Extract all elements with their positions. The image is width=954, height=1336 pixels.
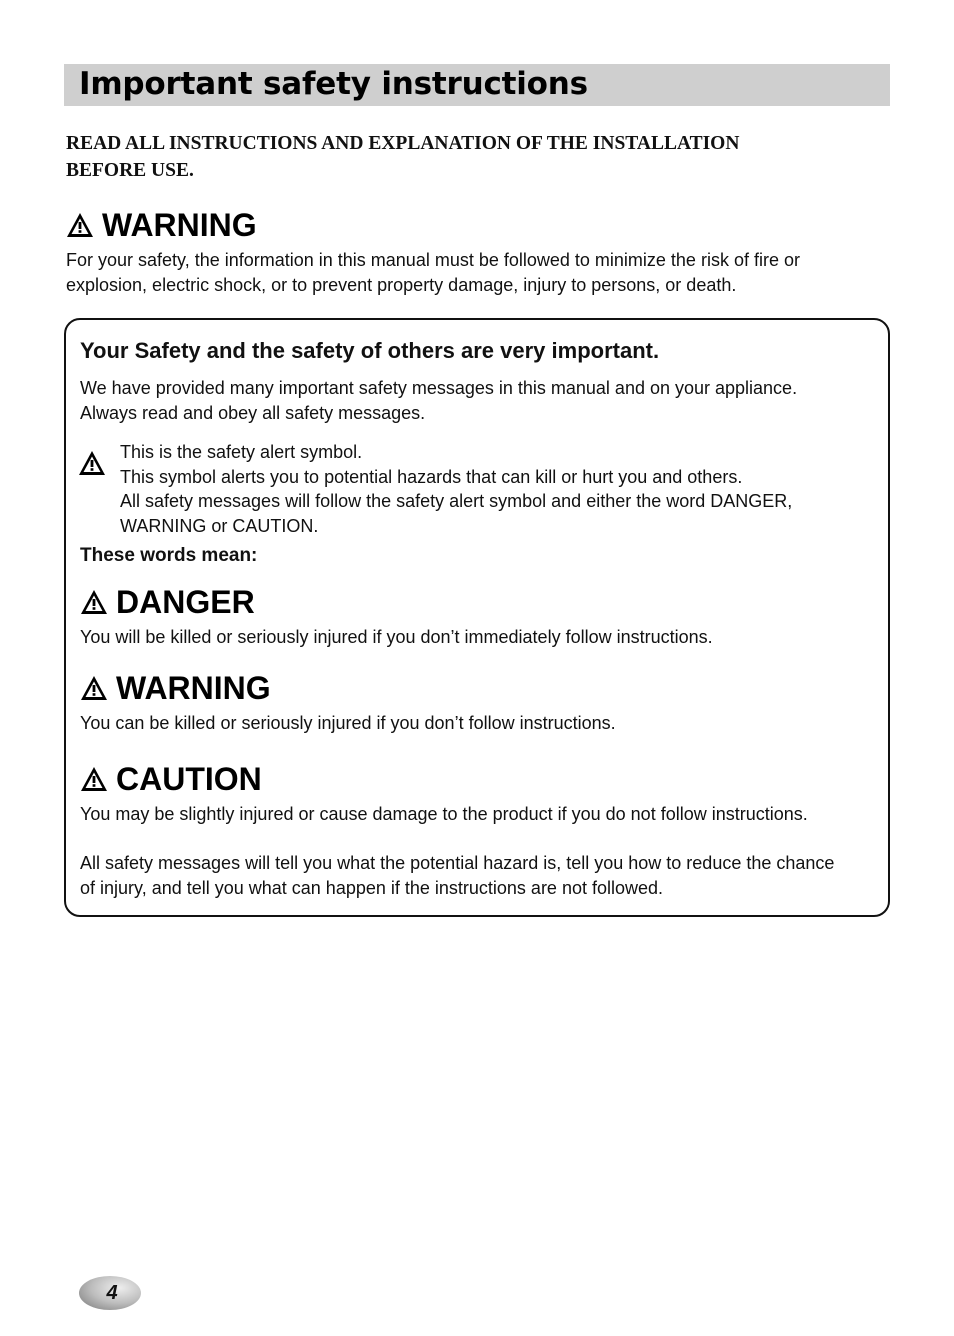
caution-heading-label: CAUTION (116, 761, 262, 797)
danger-heading (80, 582, 255, 622)
words-mean-label: These words mean: (80, 545, 258, 566)
warning-signal-triangle-icon (80, 675, 108, 701)
caution-heading (80, 759, 262, 799)
warning-triangle-icon (66, 212, 94, 238)
safety-intro-line-2: Always read and obey all safety messages. (80, 403, 426, 423)
warning-signal-heading-label: WARNING (116, 670, 271, 706)
warning-line-2: explosion, electric shock, or to prevent property damage, injury to persons, or death. (66, 275, 737, 295)
danger-heading-label: DANGER (116, 584, 255, 620)
alert-lines (120, 440, 870, 538)
alert-line: All safety messages will follow the safety alert symbol and either the word DANGER, (120, 491, 793, 511)
title-bar (64, 64, 890, 106)
page-number-badge (72, 1275, 142, 1311)
safety-box-footer (80, 851, 890, 901)
warning-heading-label: WARNING (102, 207, 257, 243)
safety-box-intro (80, 376, 870, 426)
footer-line-1: All safety messages will tell you what the potential hazard is, tell you how to reduce the chance (80, 853, 835, 873)
caution-triangle-icon (80, 766, 108, 792)
warning-signal-heading (80, 668, 271, 708)
caution-description: You may be slightly injured or cause damage to the product if you do not follow instructions. (80, 804, 808, 824)
notice-line-1: READ ALL INSTRUCTIONS AND EXPLANATION OF THE INSTALLATION (66, 133, 740, 154)
safety-alert-triangle-icon (78, 450, 106, 476)
footer-line-2: of injury, and tell you what can happen if the instructions are not followed. (80, 878, 664, 898)
alert-line: This is the safety alert symbol. (120, 442, 363, 462)
warning-heading (66, 205, 257, 245)
safety-box (64, 318, 890, 917)
safety-box-title: Your Safety and the safety of others are very important. (80, 338, 660, 363)
warning-line-1: For your safety, the information in this manual must be followed to minimize the risk of fire or (66, 250, 800, 270)
warning-signal-description: You can be killed or seriously injured if you don’t follow instructions. (80, 713, 616, 733)
danger-triangle-icon (80, 589, 108, 615)
warning-description (66, 248, 886, 298)
page-number: 4 (106, 1282, 118, 1304)
page-title: Important safety instructions (79, 66, 588, 102)
alert-line: This symbol alerts you to potential hazards that can kill or hurt you and others. (120, 466, 743, 487)
danger-description: You will be killed or seriously injured if you don’t immediately follow instructions. (80, 627, 713, 647)
safety-intro-line-1: We have provided many important safety messages in this manual and on your appliance. (80, 378, 798, 398)
alert-line: WARNING or CAUTION. (120, 515, 319, 536)
notice-line-2: BEFORE USE. (66, 160, 194, 181)
read-instructions-notice (66, 130, 846, 184)
